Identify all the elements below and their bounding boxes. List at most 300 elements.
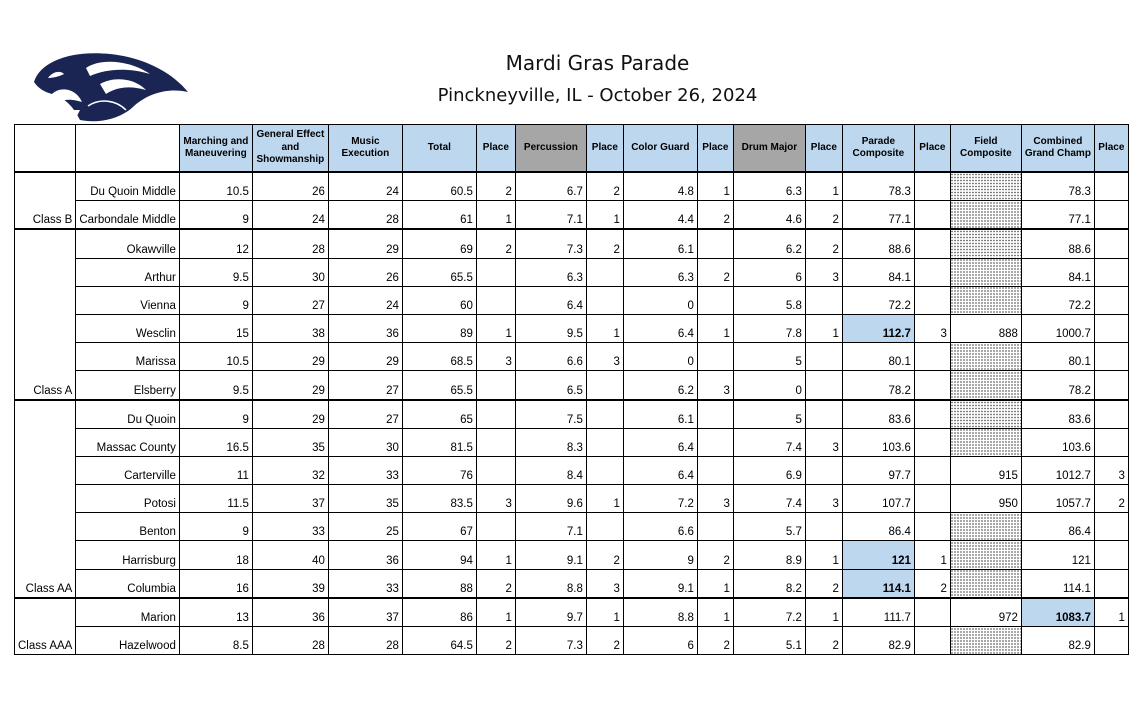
- score-cell: 27: [328, 371, 402, 400]
- score-cell: 24: [328, 172, 402, 201]
- band-name: Marissa: [76, 343, 180, 371]
- score-cell: 2: [586, 627, 623, 655]
- score-cell: 888: [950, 314, 1021, 342]
- score-cell: 6.9: [733, 456, 805, 484]
- table-row: [15, 314, 1129, 342]
- score-cell: 26: [252, 172, 328, 201]
- score-cell: 16.5: [179, 428, 252, 456]
- panther-head-logo: [30, 48, 188, 124]
- score-cell: 80.1: [842, 343, 914, 371]
- score-cell: 7.8: [733, 314, 805, 342]
- score-cell: 6.4: [515, 286, 586, 314]
- score-cell: 36: [252, 598, 328, 627]
- score-cell: 60.5: [402, 172, 476, 201]
- score-cell: 69: [402, 229, 476, 258]
- score-cell: 30: [328, 428, 402, 456]
- score-cell: 29: [328, 343, 402, 371]
- band-name: Elsberry: [76, 371, 180, 400]
- score-cell: 5: [733, 400, 805, 429]
- score-cell: 82.9: [1021, 627, 1094, 655]
- class-label: Class AAA: [15, 598, 76, 655]
- score-cell: [1094, 541, 1128, 569]
- column-header: Place: [914, 125, 950, 173]
- score-cell: 78.3: [1021, 172, 1094, 201]
- score-cell: 9.6: [515, 485, 586, 513]
- score-cell: [586, 513, 623, 541]
- score-cell: 2: [805, 627, 842, 655]
- score-cell: 6.2: [623, 371, 697, 400]
- score-cell: 6: [733, 258, 805, 286]
- score-cell: 39: [252, 569, 328, 598]
- score-cell: 40: [252, 541, 328, 569]
- score-cell: [950, 172, 1021, 201]
- score-cell: [476, 258, 515, 286]
- score-cell: 83.5: [402, 485, 476, 513]
- band-name: Arthur: [76, 258, 180, 286]
- score-cell: 1: [805, 541, 842, 569]
- band-name: Benton: [76, 513, 180, 541]
- score-cell: 68.5: [402, 343, 476, 371]
- column-header: Place: [586, 125, 623, 173]
- score-cell: 5.8: [733, 286, 805, 314]
- band-name: Hazelwood: [76, 627, 180, 655]
- score-cell: 6.3: [623, 258, 697, 286]
- score-cell: 33: [328, 456, 402, 484]
- class-label: Class B: [15, 172, 76, 229]
- score-cell: 81.5: [402, 428, 476, 456]
- table-row: [15, 513, 1129, 541]
- score-cell: 86.4: [842, 513, 914, 541]
- score-cell: 12: [179, 229, 252, 258]
- score-cell: 0: [623, 286, 697, 314]
- score-cell: [914, 513, 950, 541]
- score-cell: 8.8: [515, 569, 586, 598]
- score-cell: 2: [697, 201, 733, 230]
- score-cell: [697, 400, 733, 429]
- score-cell: 5: [733, 343, 805, 371]
- score-cell: 26: [328, 258, 402, 286]
- score-cell: [586, 286, 623, 314]
- score-cell: 13: [179, 598, 252, 627]
- score-cell: 9.1: [515, 541, 586, 569]
- score-cell: 27: [328, 400, 402, 429]
- score-cell: 6.1: [623, 229, 697, 258]
- score-cell: [697, 286, 733, 314]
- score-table: [14, 124, 1129, 655]
- score-cell: 88.6: [1021, 229, 1094, 258]
- table-row: [15, 456, 1129, 484]
- score-cell: 11.5: [179, 485, 252, 513]
- score-cell: 10.5: [179, 172, 252, 201]
- score-cell: 114.1: [1021, 569, 1094, 598]
- score-cell: 0: [733, 371, 805, 400]
- table-row: [15, 400, 1129, 429]
- band-name: Harrisburg: [76, 541, 180, 569]
- score-cell: 2: [805, 569, 842, 598]
- score-cell: 35: [252, 428, 328, 456]
- score-cell: 16: [179, 569, 252, 598]
- score-cell: 1: [805, 598, 842, 627]
- score-cell: 7.2: [733, 598, 805, 627]
- score-cell: [1094, 627, 1128, 655]
- score-cell: 6.6: [515, 343, 586, 371]
- score-cell: [914, 371, 950, 400]
- score-cell: 33: [252, 513, 328, 541]
- score-cell: 1: [586, 201, 623, 230]
- score-cell: 1: [697, 598, 733, 627]
- score-cell: 2: [805, 229, 842, 258]
- score-cell: 1: [697, 569, 733, 598]
- score-cell: 65.5: [402, 258, 476, 286]
- score-cell: 8.3: [515, 428, 586, 456]
- score-cell: 27: [252, 286, 328, 314]
- score-cell: 89: [402, 314, 476, 342]
- table-row: [15, 371, 1129, 400]
- score-cell: 2: [586, 172, 623, 201]
- score-cell: [950, 541, 1021, 569]
- score-cell: 30: [252, 258, 328, 286]
- band-name: Potosi: [76, 485, 180, 513]
- band-name: Carterville: [76, 456, 180, 484]
- score-cell: 1: [805, 314, 842, 342]
- score-cell: 972: [950, 598, 1021, 627]
- score-cell: 5.7: [733, 513, 805, 541]
- score-cell: 121: [842, 541, 914, 569]
- score-cell: [914, 598, 950, 627]
- score-cell: 915: [950, 456, 1021, 484]
- score-cell: 83.6: [1021, 400, 1094, 429]
- score-cell: [805, 286, 842, 314]
- score-cell: 11: [179, 456, 252, 484]
- document-subtitle: Pinckneyville, IL - October 26, 2024: [437, 85, 758, 106]
- score-cell: 36: [328, 314, 402, 342]
- score-cell: 78.3: [842, 172, 914, 201]
- score-cell: 32: [252, 456, 328, 484]
- score-cell: 1: [586, 598, 623, 627]
- band-name: Du Quoin: [76, 400, 180, 429]
- column-header: Parade Composite: [842, 125, 914, 173]
- score-cell: 3: [805, 258, 842, 286]
- score-cell: [914, 428, 950, 456]
- score-cell: [476, 371, 515, 400]
- score-cell: 33: [328, 569, 402, 598]
- score-cell: [1094, 314, 1128, 342]
- score-cell: [914, 229, 950, 258]
- score-cell: 3: [476, 485, 515, 513]
- band-name: Okawville: [76, 229, 180, 258]
- score-cell: 6.4: [623, 314, 697, 342]
- score-cell: 4.6: [733, 201, 805, 230]
- score-cell: 18: [179, 541, 252, 569]
- score-cell: 29: [252, 343, 328, 371]
- score-cell: [950, 286, 1021, 314]
- score-cell: 84.1: [842, 258, 914, 286]
- header-blank: [76, 125, 180, 173]
- column-header: Place: [1094, 125, 1128, 173]
- column-header: Percussion: [515, 125, 586, 173]
- band-name: Carbondale Middle: [76, 201, 180, 230]
- score-cell: [697, 513, 733, 541]
- score-cell: 2: [1094, 485, 1128, 513]
- score-cell: 7.3: [515, 229, 586, 258]
- score-cell: 121: [1021, 541, 1094, 569]
- score-cell: 28: [252, 229, 328, 258]
- score-cell: [476, 428, 515, 456]
- score-cell: 103.6: [1021, 428, 1094, 456]
- score-cell: 1: [586, 314, 623, 342]
- score-cell: 8.5: [179, 627, 252, 655]
- score-cell: 37: [252, 485, 328, 513]
- score-cell: 6.6: [623, 513, 697, 541]
- score-cell: 2: [697, 627, 733, 655]
- table-row: [15, 428, 1129, 456]
- score-cell: 29: [328, 229, 402, 258]
- column-header: Drum Major: [733, 125, 805, 173]
- score-cell: [914, 258, 950, 286]
- score-cell: [1094, 258, 1128, 286]
- score-cell: 111.7: [842, 598, 914, 627]
- score-cell: 88.6: [842, 229, 914, 258]
- score-cell: 3: [914, 314, 950, 342]
- score-cell: 8.8: [623, 598, 697, 627]
- score-cell: 2: [586, 229, 623, 258]
- score-cell: [914, 172, 950, 201]
- score-cell: 2: [476, 229, 515, 258]
- score-cell: 1083.7: [1021, 598, 1094, 627]
- score-cell: [697, 343, 733, 371]
- score-cell: 76: [402, 456, 476, 484]
- score-cell: 6.4: [623, 456, 697, 484]
- score-cell: 9: [179, 513, 252, 541]
- score-cell: 29: [252, 371, 328, 400]
- score-cell: [914, 456, 950, 484]
- score-cell: [805, 400, 842, 429]
- score-cell: [476, 286, 515, 314]
- score-cell: 80.1: [1021, 343, 1094, 371]
- score-cell: 2: [914, 569, 950, 598]
- score-cell: 2: [476, 569, 515, 598]
- column-header: Total: [402, 125, 476, 173]
- column-header: Color Guard: [623, 125, 697, 173]
- column-header: General Effect and Showmanship: [252, 125, 328, 173]
- score-cell: 94: [402, 541, 476, 569]
- score-cell: [1094, 400, 1128, 429]
- column-header: Place: [805, 125, 842, 173]
- score-cell: 1: [1094, 598, 1128, 627]
- score-cell: [914, 485, 950, 513]
- score-cell: 83.6: [842, 400, 914, 429]
- score-cell: 3: [586, 569, 623, 598]
- score-cell: 86: [402, 598, 476, 627]
- score-cell: 6.3: [733, 172, 805, 201]
- score-cell: 1: [476, 314, 515, 342]
- score-cell: [950, 371, 1021, 400]
- score-cell: 2: [586, 541, 623, 569]
- score-cell: [950, 343, 1021, 371]
- score-cell: 78.2: [1021, 371, 1094, 400]
- score-cell: 84.1: [1021, 258, 1094, 286]
- score-cell: 3: [1094, 456, 1128, 484]
- table-row: [15, 258, 1129, 286]
- score-cell: 24: [328, 286, 402, 314]
- score-cell: [476, 400, 515, 429]
- score-cell: [586, 400, 623, 429]
- band-name: Du Quoin Middle: [76, 172, 180, 201]
- score-cell: 8.4: [515, 456, 586, 484]
- score-cell: 9.7: [515, 598, 586, 627]
- score-cell: 6.5: [515, 371, 586, 400]
- column-header: Marching and Maneuvering: [179, 125, 252, 173]
- score-cell: [1094, 343, 1128, 371]
- score-cell: 24: [252, 201, 328, 230]
- band-name: Marion: [76, 598, 180, 627]
- band-name: Massac County: [76, 428, 180, 456]
- score-cell: 7.3: [515, 627, 586, 655]
- score-cell: 1: [586, 485, 623, 513]
- score-cell: 60: [402, 286, 476, 314]
- score-cell: 72.2: [842, 286, 914, 314]
- score-cell: 1000.7: [1021, 314, 1094, 342]
- score-cell: 5.1: [733, 627, 805, 655]
- score-cell: [950, 229, 1021, 258]
- score-cell: [1094, 286, 1128, 314]
- score-cell: 3: [697, 485, 733, 513]
- class-label: Class AA: [15, 400, 76, 598]
- score-cell: 1: [697, 314, 733, 342]
- score-cell: [1094, 229, 1128, 258]
- score-cell: 65.5: [402, 371, 476, 400]
- score-cell: 7.5: [515, 400, 586, 429]
- score-cell: 9.1: [623, 569, 697, 598]
- score-cell: 3: [586, 343, 623, 371]
- score-cell: 8.9: [733, 541, 805, 569]
- score-cell: 88: [402, 569, 476, 598]
- score-cell: [950, 428, 1021, 456]
- table-row: [15, 569, 1129, 598]
- score-cell: 64.5: [402, 627, 476, 655]
- header-blank: [15, 125, 76, 173]
- score-cell: 1: [476, 598, 515, 627]
- score-cell: 1: [476, 201, 515, 230]
- score-cell: 1: [476, 541, 515, 569]
- column-header: Music Execution: [328, 125, 402, 173]
- score-cell: 6.3: [515, 258, 586, 286]
- score-cell: 9: [623, 541, 697, 569]
- header-row: [15, 125, 1129, 173]
- score-cell: [805, 371, 842, 400]
- score-cell: 2: [476, 172, 515, 201]
- band-name: Vienna: [76, 286, 180, 314]
- score-cell: 9.5: [179, 258, 252, 286]
- band-name: Columbia: [76, 569, 180, 598]
- score-cell: 112.7: [842, 314, 914, 342]
- score-cell: 9: [179, 286, 252, 314]
- table-row: [15, 286, 1129, 314]
- score-cell: 6.7: [515, 172, 586, 201]
- score-cell: 1: [697, 172, 733, 201]
- score-cell: [805, 343, 842, 371]
- table-row: [15, 343, 1129, 371]
- table-row: [15, 627, 1129, 655]
- score-cell: [914, 286, 950, 314]
- score-cell: [950, 201, 1021, 230]
- score-cell: [950, 258, 1021, 286]
- band-name: Wesclin: [76, 314, 180, 342]
- score-cell: 97.7: [842, 456, 914, 484]
- score-cell: 78.2: [842, 371, 914, 400]
- score-cell: 1: [805, 172, 842, 201]
- score-cell: 4.8: [623, 172, 697, 201]
- column-header: Combined Grand Champ: [1021, 125, 1094, 173]
- score-cell: 2: [697, 541, 733, 569]
- table-row: [15, 541, 1129, 569]
- score-cell: [476, 456, 515, 484]
- score-cell: [950, 513, 1021, 541]
- table-row: [15, 229, 1129, 258]
- score-cell: [950, 400, 1021, 429]
- score-cell: [1094, 172, 1128, 201]
- score-cell: 3: [805, 485, 842, 513]
- score-cell: 4.4: [623, 201, 697, 230]
- score-cell: 7.4: [733, 485, 805, 513]
- score-cell: [697, 428, 733, 456]
- score-cell: [697, 229, 733, 258]
- score-cell: [914, 400, 950, 429]
- score-cell: [1094, 569, 1128, 598]
- score-cell: 8.2: [733, 569, 805, 598]
- score-cell: [476, 513, 515, 541]
- class-label: Class A: [15, 229, 76, 399]
- score-cell: [950, 627, 1021, 655]
- table-row: [15, 598, 1129, 627]
- score-cell: 6: [623, 627, 697, 655]
- score-cell: 2: [805, 201, 842, 230]
- score-cell: 1057.7: [1021, 485, 1094, 513]
- table-row: [15, 172, 1129, 201]
- score-cell: 3: [697, 371, 733, 400]
- score-cell: 6.4: [623, 428, 697, 456]
- score-cell: [1094, 428, 1128, 456]
- score-cell: [586, 428, 623, 456]
- score-cell: [914, 201, 950, 230]
- score-cell: [914, 343, 950, 371]
- score-cell: 2: [476, 627, 515, 655]
- score-cell: 7.1: [515, 513, 586, 541]
- score-cell: 103.6: [842, 428, 914, 456]
- score-cell: 0: [623, 343, 697, 371]
- score-cell: 7.2: [623, 485, 697, 513]
- score-cell: [914, 627, 950, 655]
- score-cell: [586, 258, 623, 286]
- score-cell: 67: [402, 513, 476, 541]
- score-cell: 9: [179, 201, 252, 230]
- score-cell: [1094, 201, 1128, 230]
- score-cell: 6.2: [733, 229, 805, 258]
- score-cell: 3: [805, 428, 842, 456]
- score-cell: 77.1: [842, 201, 914, 230]
- score-cell: 35: [328, 485, 402, 513]
- score-cell: 37: [328, 598, 402, 627]
- score-cell: 2: [697, 258, 733, 286]
- score-cell: 6.1: [623, 400, 697, 429]
- score-cell: 77.1: [1021, 201, 1094, 230]
- score-cell: 72.2: [1021, 286, 1094, 314]
- score-cell: 10.5: [179, 343, 252, 371]
- score-cell: [1094, 371, 1128, 400]
- score-cell: 65: [402, 400, 476, 429]
- score-cell: 15: [179, 314, 252, 342]
- score-cell: [1094, 513, 1128, 541]
